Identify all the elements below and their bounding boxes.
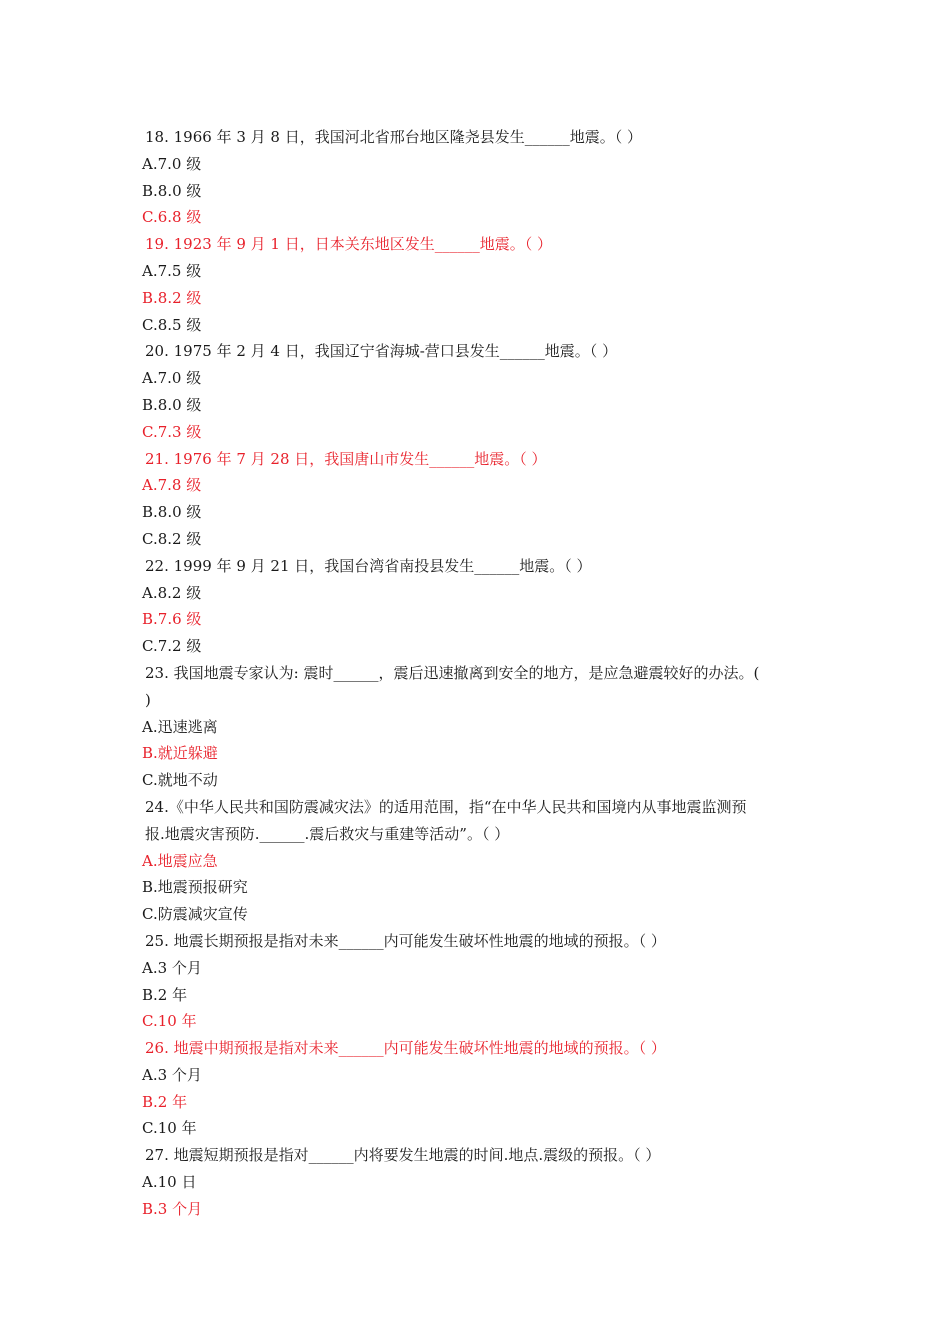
answer-option: C.7.2 级 (142, 637, 202, 656)
question-list (142, 124, 822, 1223)
answer-option: C.7.3 级 (142, 422, 202, 441)
answer-option: C.8.5 级 (142, 315, 202, 334)
answer-option: A.10 日 (142, 1173, 197, 1192)
answer-option: A.3 个月 (142, 1065, 202, 1084)
answer-option: A.地震应急 (142, 851, 218, 870)
question-text: 21. 1976 年 7 月 28 日，我国唐山市发生______地震。（ ） (145, 449, 547, 468)
answer-option: A.7.5 级 (142, 261, 202, 280)
answer-option: C.就地不动 (142, 771, 218, 790)
answer-option: A.7.0 级 (142, 154, 202, 173)
question-text: 报.地震灾害预防.______.震后救灾与重建等活动”。（ ） (145, 824, 510, 843)
question-text: 23. 我国地震专家认为: 震时______，震后迅速撤离到安全的地方，是应急避震较好的办法。( (145, 663, 760, 682)
answer-option: C.6.8 级 (142, 208, 202, 227)
answer-option: C.10 年 (142, 1119, 197, 1138)
question-text: 22. 1999 年 9 月 21 日，我国台湾省南投县发生______地震。（ ） (145, 556, 592, 575)
answer-option: B.就近躲避 (142, 744, 218, 763)
answer-option: A.7.0 级 (142, 369, 202, 388)
question-text: 24.《中华人民共和国防震减灾法》的适用范围，指“在中华人民共和国境内从事地震监测预 (145, 797, 747, 816)
question-text: 26. 地震中期预报是指对未来______内可能发生破坏性地震的地域的预报。（ ） (145, 1039, 666, 1058)
question-text: 19. 1923 年 9 月 1 日，日本关东地区发生______地震。（ ） (145, 235, 552, 254)
answer-option: B.3 个月 (142, 1199, 203, 1218)
answer-option: B.8.0 级 (142, 503, 202, 522)
question-text: 20. 1975 年 2 月 4 日，我国辽宁省海城-营口县发生______地震。（ ） (145, 342, 618, 361)
answer-option: A.7.8 级 (142, 476, 202, 495)
answer-option: B.7.6 级 (142, 610, 202, 629)
question-text: 25. 地震长期预报是指对未来______内可能发生破坏性地震的地域的预报。（ ） (145, 931, 666, 950)
answer-option: A.8.2 级 (142, 583, 202, 602)
question-text: 18. 1966 年 3 月 8 日，我国河北省邢台地区隆尧县发生______地震。（ ） (145, 128, 642, 146)
answer-option: B.8.2 级 (142, 288, 202, 307)
question-text: 27. 地震短期预报是指对______内将要发生地震的时间.地点.震级的预报。（ ） (145, 1146, 661, 1165)
answer-option: A.3 个月 (142, 958, 202, 977)
answer-option: A.迅速逃离 (142, 717, 218, 736)
answer-option: B.2 年 (142, 985, 188, 1004)
answer-option: C.防震减灾宣传 (142, 905, 248, 924)
answer-option: B.8.0 级 (142, 181, 202, 200)
answer-option: C.8.2 级 (142, 529, 202, 548)
question-text: ) (145, 690, 151, 709)
answer-option: C.10 年 (142, 1012, 197, 1031)
answer-option: B.2 年 (142, 1092, 188, 1111)
answer-option: B.8.0 级 (142, 395, 202, 414)
answer-option: B.地震预报研究 (142, 878, 248, 897)
